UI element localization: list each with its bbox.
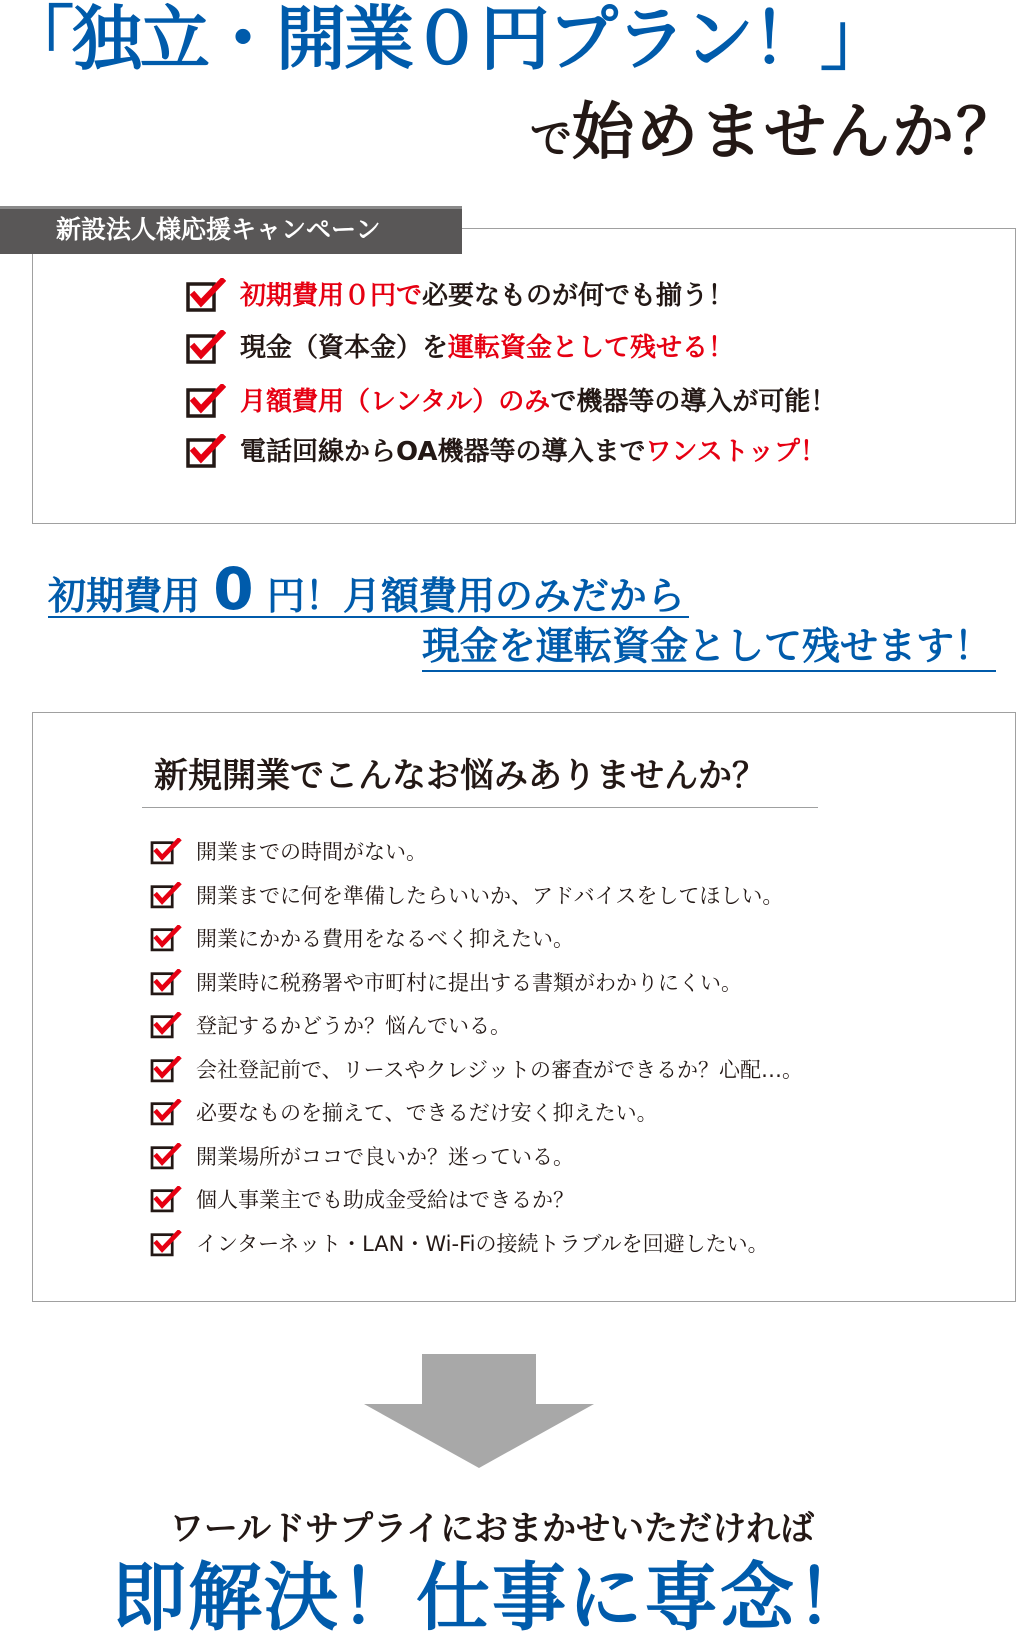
bottom-slogan: 即解決！仕事に専念！ (112, 1555, 872, 1638)
headline-subtitle-main: 始めませんか？ (571, 95, 1020, 168)
checkbox-checked-icon (150, 838, 182, 866)
checkbox-checked-icon (150, 1099, 182, 1127)
campaign-feature-text (240, 276, 734, 316)
feature-text: 必要なものが何でも揃う！ (422, 281, 735, 311)
tagline-zero: 0 (213, 555, 254, 623)
worry-text: 開業時に税務署や市町村に提出する書類がわかりにくい。 (196, 970, 742, 995)
worry-text: 個人事業主でも助成金受給はできるか？ (196, 1188, 574, 1212)
tagline-line-1 (48, 555, 689, 623)
checkbox-checked-icon (150, 1056, 182, 1084)
feature-highlight: 月額費用（レンタル）のみ (240, 387, 551, 417)
worry-text: インターネット・LAN・Wi-Fiの接続トラブルを回避したい。 (196, 1231, 769, 1256)
feature-highlight-after: ワンストップ！ (645, 437, 826, 467)
checkbox-checked-icon (150, 882, 182, 910)
campaign-feature-text (240, 328, 734, 368)
checkbox-checked-icon (150, 1230, 182, 1258)
down-arrow-icon (364, 1354, 594, 1468)
checkbox-checked-icon (186, 278, 226, 314)
feature-text: で機器等の導入が可能！ (550, 387, 837, 417)
feature-text: 電話回線からOA機器等の導入まで (240, 437, 646, 467)
campaign-feature-text (240, 382, 836, 422)
headline-subtitle (529, 82, 1020, 168)
feature-text: 現金（資本金）を (240, 333, 449, 363)
worry-text: 必要なものを揃えて、できるだけ安く抑えたい。 (196, 1101, 658, 1125)
tagline-line-2: 現金を運転資金として残せます！ (422, 620, 996, 672)
tagline-pre: 初期費用 (48, 574, 201, 618)
checkbox-checked-icon (150, 925, 182, 953)
checkbox-checked-icon (186, 384, 226, 420)
worry-text: 登記するかどうか？悩んでいる。 (196, 1014, 511, 1038)
checkbox-checked-icon (186, 434, 226, 470)
campaign-feature-text (240, 432, 826, 472)
checkbox-checked-icon (150, 1143, 182, 1171)
checkbox-checked-icon (186, 330, 226, 366)
worry-text: 開業場所がココで良いか？迷っている。 (196, 1144, 574, 1169)
worry-text: 会社登記前で、リースやクレジットの審査ができるか？心配…。 (196, 1057, 804, 1082)
tagline-post: 円！月額費用のみだから (266, 574, 685, 618)
checkbox-checked-icon (150, 969, 182, 997)
headline-title: 「独立・開業０円プラン！」 (4, 0, 888, 80)
worry-text: 開業にかかる費用をなるべく抑えたい。 (196, 927, 574, 951)
checkbox-checked-icon (150, 1012, 182, 1040)
headline-subtitle-particle: で (529, 114, 572, 163)
worry-text: 開業までに何を準備したらいいか、アドバイスをしてほしい。 (196, 883, 784, 908)
worries-title: 新規開業でこんなお悩みありませんか？ (142, 748, 818, 808)
campaign-box (32, 228, 1016, 524)
worry-text: 開業までの時間がない。 (196, 840, 427, 864)
campaign-tab-label: 新設法人様応援キャンペーン (0, 206, 462, 254)
feature-highlight: 初期費用０円で (240, 281, 423, 311)
feature-highlight-after: 運転資金として残せる！ (448, 333, 735, 363)
checkbox-checked-icon (150, 1186, 182, 1214)
bottom-lead-text: ワールドサプライにおまかせいただければ (169, 1509, 815, 1549)
